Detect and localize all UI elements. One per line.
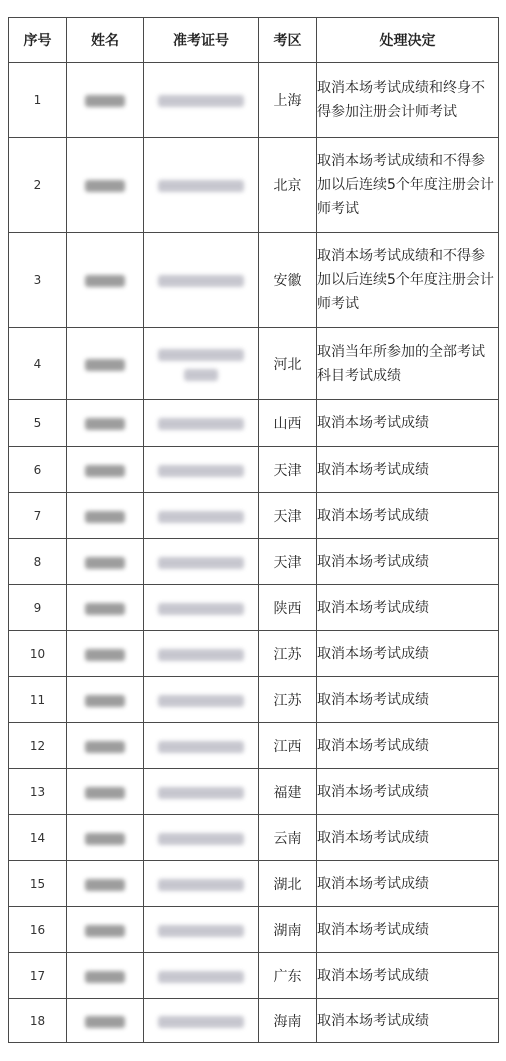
redacted-name [85, 695, 125, 707]
table-row [9, 677, 499, 723]
table-row [9, 539, 499, 585]
table-row [9, 723, 499, 769]
table-row [9, 138, 499, 233]
row-number: 15 [9, 861, 67, 907]
row-number: 11 [9, 677, 67, 723]
row-number: 18 [9, 999, 67, 1043]
table-row [9, 631, 499, 677]
redacted-name [85, 511, 125, 523]
row-number: 12 [9, 723, 67, 769]
decision-cell: 取消本场考试成绩 [317, 493, 499, 539]
name-cell [67, 815, 144, 861]
row-number: 16 [9, 907, 67, 953]
header-name: 姓名 [67, 18, 144, 63]
exam-id-cell [144, 585, 259, 631]
decision-cell: 取消本场考试成绩 [317, 861, 499, 907]
table-row [9, 447, 499, 493]
table-row [9, 233, 499, 328]
region-cell: 江苏 [259, 631, 317, 677]
table-row [9, 999, 499, 1043]
decision-cell: 取消本场考试成绩 [317, 677, 499, 723]
redacted-exam-id [158, 695, 244, 707]
name-cell [67, 233, 144, 328]
decision-cell: 取消本场考试成绩 [317, 585, 499, 631]
exam-id-cell [144, 631, 259, 677]
table-row [9, 953, 499, 999]
table-row [9, 861, 499, 907]
name-cell [67, 677, 144, 723]
row-number: 4 [9, 328, 67, 400]
redacted-exam-id [158, 557, 244, 569]
region-cell: 陕西 [259, 585, 317, 631]
decision-cell: 取消本场考试成绩和终身不得参加注册会计师考试 [317, 63, 499, 138]
header-decision: 处理决定 [317, 18, 499, 63]
header-region: 考区 [259, 18, 317, 63]
redacted-name [85, 649, 125, 661]
redacted-name [85, 95, 125, 107]
decision-cell: 取消本场考试成绩 [317, 769, 499, 815]
redacted-exam-id [158, 879, 244, 891]
region-cell: 河北 [259, 328, 317, 400]
redacted-name [85, 787, 125, 799]
name-cell [67, 907, 144, 953]
table-row [9, 815, 499, 861]
redacted-exam-id [158, 787, 244, 799]
region-cell: 天津 [259, 447, 317, 493]
exam-id-cell [144, 723, 259, 769]
row-number: 8 [9, 539, 67, 585]
table-row [9, 328, 499, 400]
redacted-name [85, 833, 125, 845]
region-cell: 天津 [259, 493, 317, 539]
row-number: 6 [9, 447, 67, 493]
redacted-exam-id [158, 511, 244, 523]
redacted-name [85, 557, 125, 569]
region-cell: 海南 [259, 999, 317, 1043]
region-cell: 广东 [259, 953, 317, 999]
name-cell [67, 585, 144, 631]
table-row [9, 493, 499, 539]
region-cell: 安徽 [259, 233, 317, 328]
name-cell [67, 400, 144, 447]
region-cell: 北京 [259, 138, 317, 233]
redacted-name [85, 925, 125, 937]
header-row [9, 18, 499, 63]
region-cell: 天津 [259, 539, 317, 585]
row-number: 3 [9, 233, 67, 328]
name-cell [67, 953, 144, 999]
name-cell [67, 999, 144, 1043]
name-cell [67, 723, 144, 769]
redacted-name [85, 418, 125, 430]
redacted-exam-id [158, 925, 244, 937]
exam-id-cell [144, 907, 259, 953]
row-number: 5 [9, 400, 67, 447]
redacted-name [85, 465, 125, 477]
table-row [9, 400, 499, 447]
row-number: 9 [9, 585, 67, 631]
row-number: 14 [9, 815, 67, 861]
name-cell [67, 63, 144, 138]
name-cell [67, 138, 144, 233]
header-no: 序号 [9, 18, 67, 63]
table-row [9, 907, 499, 953]
table-row [9, 585, 499, 631]
region-cell: 湖南 [259, 907, 317, 953]
region-cell: 福建 [259, 769, 317, 815]
redacted-exam-id [158, 465, 244, 477]
redacted-name [85, 741, 125, 753]
exam-id-cell [144, 953, 259, 999]
exam-id-cell [144, 493, 259, 539]
decision-cell: 取消本场考试成绩 [317, 723, 499, 769]
decision-cell: 取消本场考试成绩 [317, 447, 499, 493]
redacted-exam-id [158, 741, 244, 753]
redacted-exam-id [158, 1016, 244, 1028]
redacted-exam-id [158, 603, 244, 615]
redacted-exam-id [158, 180, 244, 192]
decision-cell: 取消本场考试成绩和不得参加以后连续5个年度注册会计师考试 [317, 138, 499, 233]
exam-id-cell [144, 539, 259, 585]
row-number: 17 [9, 953, 67, 999]
exam-id-cell [144, 400, 259, 447]
redacted-name [85, 359, 125, 371]
header-exam-id: 准考证号 [144, 18, 259, 63]
redacted-exam-id [158, 95, 244, 107]
region-cell: 江西 [259, 723, 317, 769]
exam-id-cell [144, 447, 259, 493]
redacted-exam-id [158, 275, 244, 287]
region-cell: 云南 [259, 815, 317, 861]
redacted-name [85, 971, 125, 983]
row-number: 1 [9, 63, 67, 138]
name-cell [67, 328, 144, 400]
decision-cell: 取消本场考试成绩 [317, 999, 499, 1043]
row-number: 13 [9, 769, 67, 815]
redacted-name [85, 879, 125, 891]
redacted-name [85, 180, 125, 192]
decision-cell: 取消本场考试成绩 [317, 953, 499, 999]
exam-id-cell [144, 769, 259, 815]
redacted-name [85, 275, 125, 287]
exam-id-cell [144, 63, 259, 138]
region-cell: 山西 [259, 400, 317, 447]
redacted-exam-id [158, 649, 244, 661]
region-cell: 江苏 [259, 677, 317, 723]
redacted-name [85, 1016, 125, 1028]
name-cell [67, 447, 144, 493]
table-row [9, 769, 499, 815]
decision-cell: 取消本场考试成绩 [317, 815, 499, 861]
region-cell: 上海 [259, 63, 317, 138]
decision-cell: 取消本场考试成绩 [317, 400, 499, 447]
redacted-exam-id [158, 971, 244, 983]
name-cell [67, 493, 144, 539]
exam-id-cell [144, 999, 259, 1043]
row-number: 10 [9, 631, 67, 677]
name-cell [67, 631, 144, 677]
decision-cell: 取消当年所参加的全部考试科目考试成绩 [317, 328, 499, 400]
name-cell [67, 861, 144, 907]
row-number: 7 [9, 493, 67, 539]
decision-cell: 取消本场考试成绩 [317, 907, 499, 953]
exam-id-cell [144, 233, 259, 328]
decision-cell: 取消本场考试成绩和不得参加以后连续5个年度注册会计师考试 [317, 233, 499, 328]
violations-table [8, 17, 499, 1043]
table-row [9, 63, 499, 138]
exam-id-cell [144, 677, 259, 723]
name-cell [67, 769, 144, 815]
exam-id-cell [144, 328, 259, 400]
exam-id-cell [144, 815, 259, 861]
exam-id-cell [144, 138, 259, 233]
decision-cell: 取消本场考试成绩 [317, 539, 499, 585]
row-number: 2 [9, 138, 67, 233]
decision-cell: 取消本场考试成绩 [317, 631, 499, 677]
exam-id-cell [144, 861, 259, 907]
redacted-name [85, 603, 125, 615]
redacted-exam-id [158, 349, 244, 381]
region-cell: 湖北 [259, 861, 317, 907]
name-cell [67, 539, 144, 585]
redacted-exam-id [158, 833, 244, 845]
redacted-exam-id [158, 418, 244, 430]
